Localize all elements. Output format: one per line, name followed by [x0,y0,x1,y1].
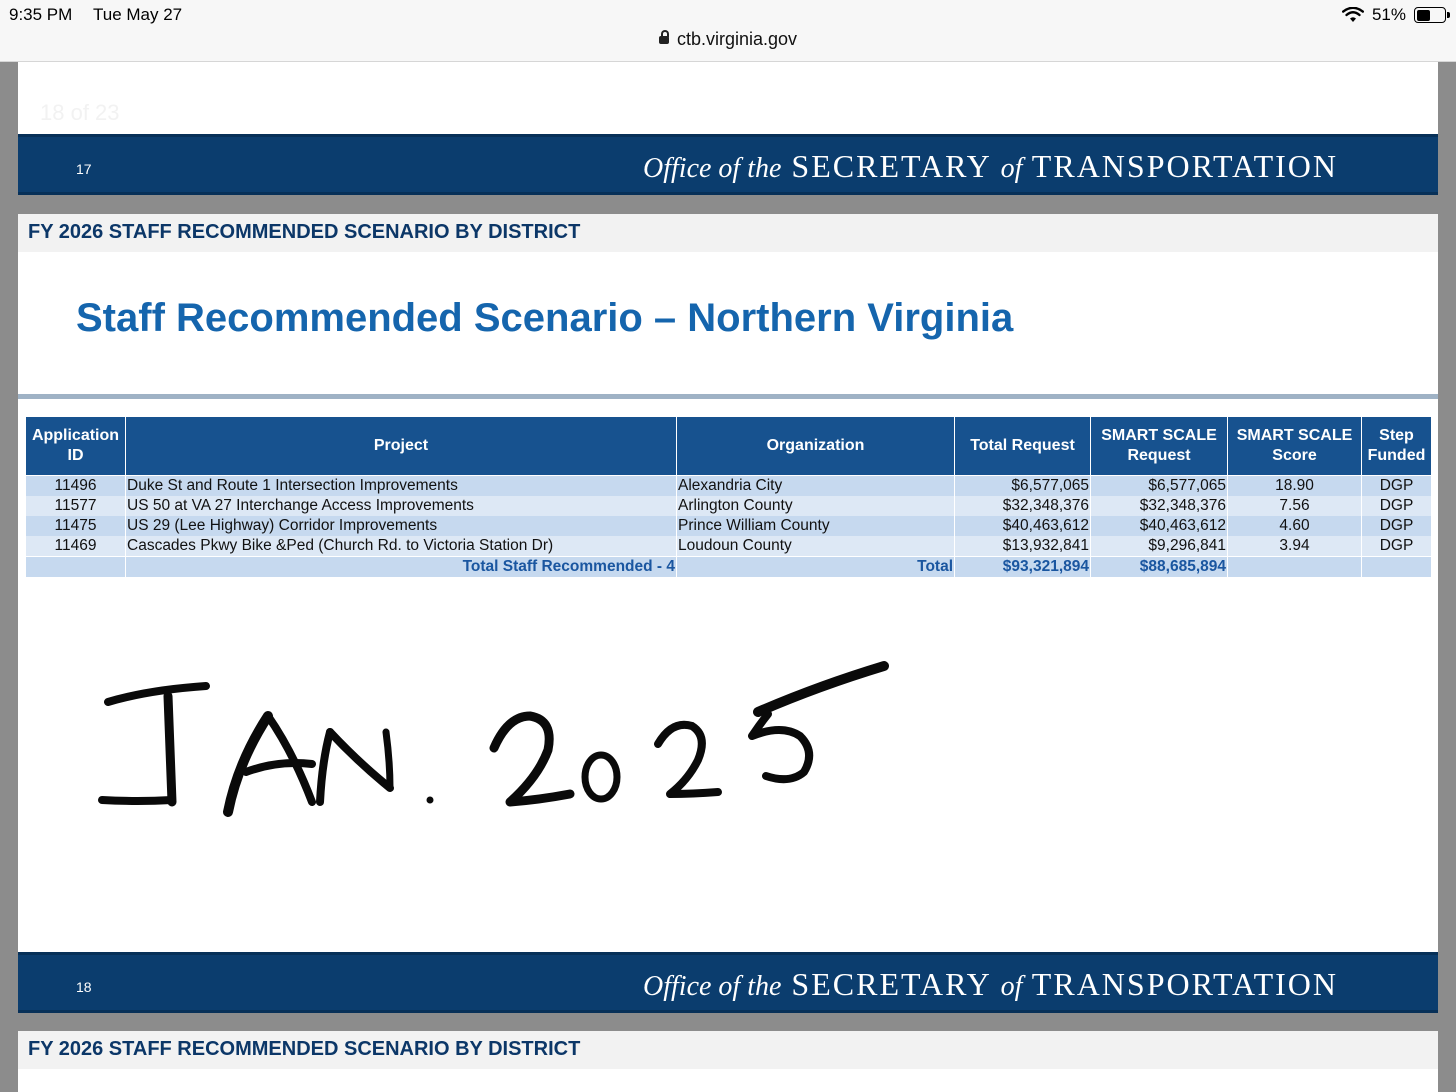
cell-project: Duke St and Route 1 Intersection Improvements [126,476,677,497]
cell-ss-score: 18.90 [1228,476,1362,497]
battery-icon [1414,7,1446,23]
cell-app-id: 11469 [26,536,126,557]
cell-step-funded: DGP [1362,496,1432,516]
table-row [26,536,1432,557]
cell-organization: Prince William County [677,516,955,536]
cell-ss-request: $6,577,065 [1091,476,1228,497]
page-indicator: 18 of 23 [40,100,120,125]
banner-of: of [1000,153,1023,184]
slide-number: 18 [76,979,92,995]
table-row [26,476,1432,497]
banner-transportation: TRANSPORTATION [1031,966,1338,1002]
section-title: FY 2026 STAFF RECOMMENDED SCENARIO BY DISTRICT [28,221,581,243]
slide-number: 17 [76,161,92,177]
cell-app-id: 11475 [26,516,126,536]
projects-table [25,416,1432,577]
banner-secretary: SECRETARY [791,148,991,184]
col-header-ss-request: SMART SCALE Request [1091,417,1228,476]
status-date: Tue May 27 [93,5,183,24]
banner-title [643,148,1338,185]
total-label: Total Staff Recommended - 4 [126,557,677,578]
section-bar [18,214,1438,252]
table-header-row [26,417,1432,476]
battery-percent: 51% [1371,5,1406,24]
table-total-row [26,557,1432,578]
cell-app-id: 11496 [26,476,126,497]
wifi-icon [1342,7,1364,23]
battery-tip [1447,12,1450,18]
battery-level-fill [1417,10,1430,21]
slide-heading: Staff Recommended Scenario – Northern Virginia [76,296,1014,340]
col-header-ss-score: SMART SCALE Score [1228,417,1362,476]
cell-organization: Alexandria City [677,476,955,497]
cell-step-funded: DGP [1362,476,1432,497]
banner-secretary: SECRETARY [791,966,991,1002]
section-title: FY 2026 STAFF RECOMMENDED SCENARIO BY DISTRICT [28,1038,581,1060]
banner-transportation: TRANSPORTATION [1031,148,1338,184]
url-text: ctb.virginia.gov [676,29,798,49]
next-slide [18,1031,1438,1092]
status-indicators [1342,5,1446,25]
cell-ss-score: 4.60 [1228,516,1362,536]
slide-banner [18,952,1438,1013]
banner-office: Office of the [643,153,782,184]
cell-project: US 50 at VA 27 Interchange Access Improvements [126,496,677,516]
total-ss-request-sum: $88,685,894 [1091,557,1228,578]
cell-step-funded: DGP [1362,536,1432,557]
cell-total-request: $40,463,612 [955,516,1091,536]
cell-project: Cascades Pkwy Bike &Ped (Church Rd. to Victoria Station Dr) [126,536,677,557]
col-header-total-request: Total Request [955,417,1091,476]
cell-ss-request: $40,463,612 [1091,516,1228,536]
col-header-project: Project [126,417,677,476]
table-row [26,496,1432,516]
cell-app-id: 11577 [26,496,126,516]
cell-total-request: $13,932,841 [955,536,1091,557]
cell-total-blank [1228,557,1362,578]
current-slide [18,214,1438,1013]
cell-organization: Arlington County [677,496,955,516]
lock-icon [659,36,669,44]
banner-title [643,966,1338,1003]
cell-ss-request: $32,348,376 [1091,496,1228,516]
cell-ss-score: 3.94 [1228,536,1362,557]
cell-ss-request: $9,296,841 [1091,536,1228,557]
section-bar [18,1031,1438,1069]
cell-step-funded: DGP [1362,516,1432,536]
previous-slide [18,62,1438,195]
col-header-app-id: Application ID [26,417,126,476]
address-bar[interactable] [0,29,1456,50]
col-header-step-funded: Step Funded [1362,417,1432,476]
cell-project: US 29 (Lee Highway) Corridor Improvements [126,516,677,536]
total-request-sum: $93,321,894 [955,557,1091,578]
total-word: Total [677,557,955,578]
status-time: 9:35 PM [9,5,73,24]
col-header-organization: Organization [677,417,955,476]
heading-divider [18,394,1438,399]
cell-total-blank [26,557,126,578]
cell-total-blank [1362,557,1432,578]
cell-total-request: $6,577,065 [955,476,1091,497]
handwritten-annotation [68,652,928,822]
slide-banner [18,134,1438,195]
table-row [26,516,1432,536]
banner-of: of [1000,971,1023,1002]
browser-status-bar [0,0,1456,62]
banner-office: Office of the [643,971,782,1002]
cell-organization: Loudoun County [677,536,955,557]
cell-ss-score: 7.56 [1228,496,1362,516]
cell-total-request: $32,348,376 [955,496,1091,516]
